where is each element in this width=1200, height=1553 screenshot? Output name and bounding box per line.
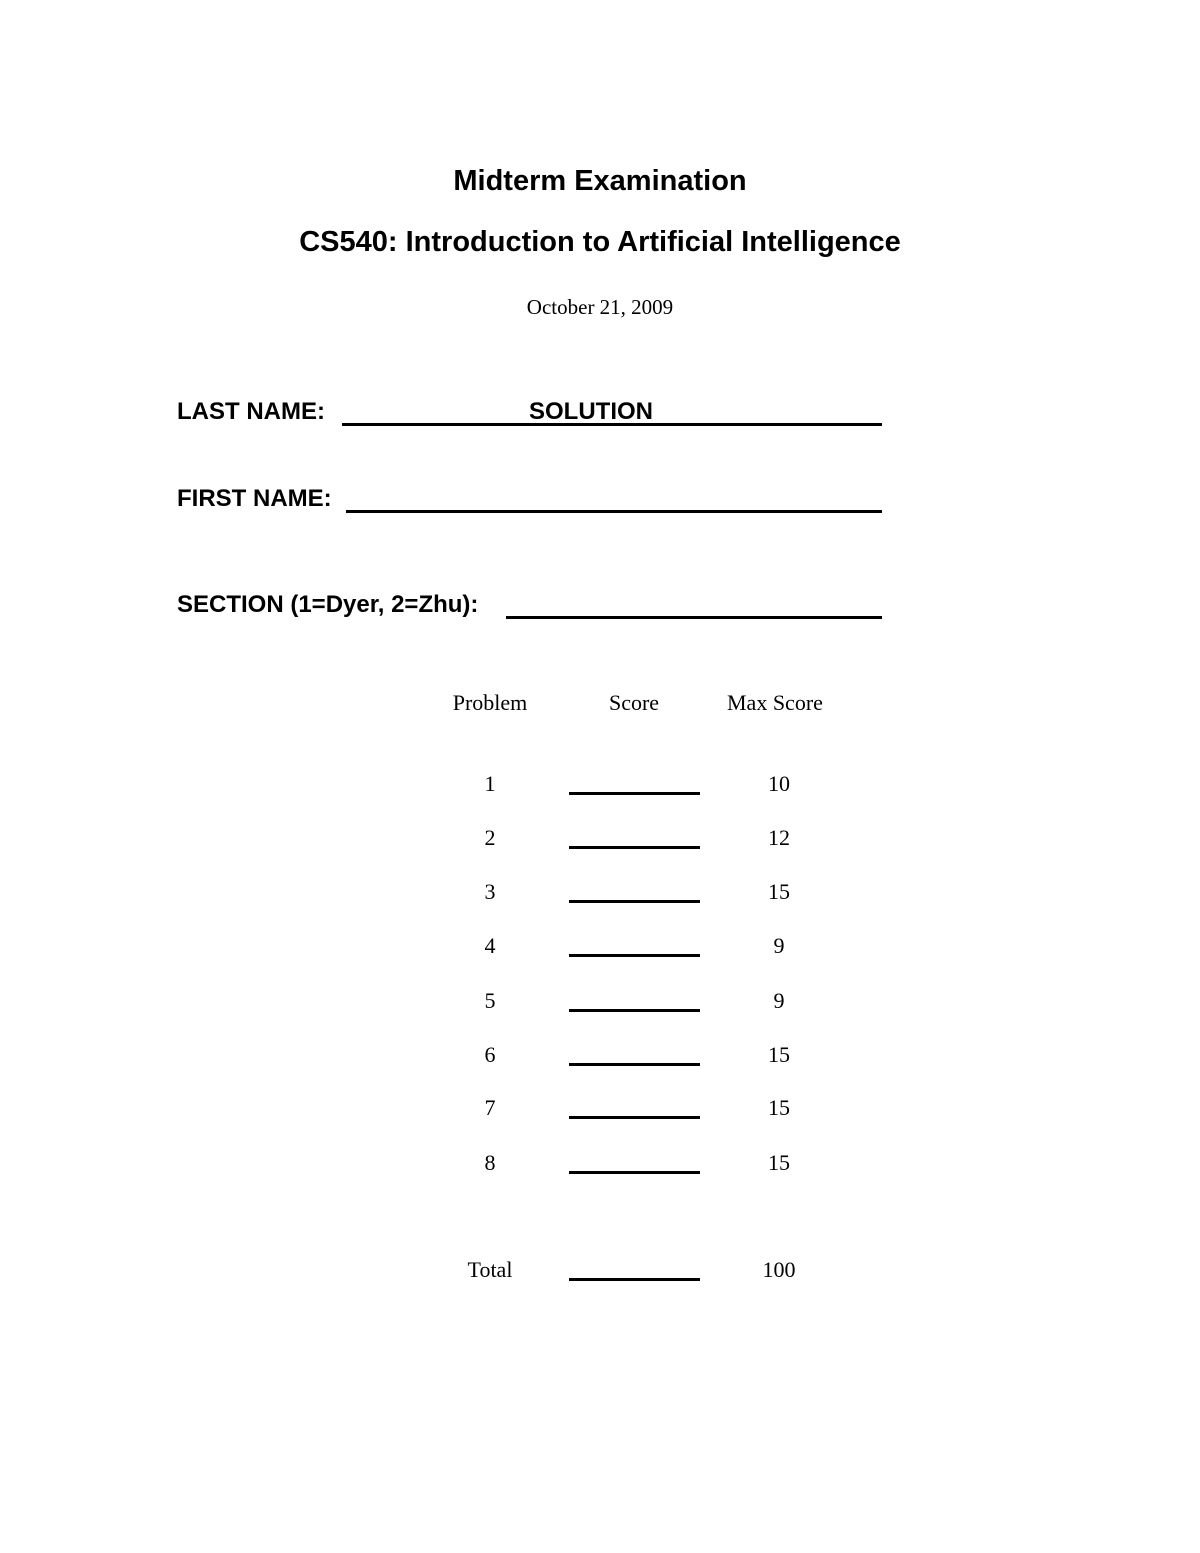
score-line[interactable] [569, 1171, 700, 1174]
header-problem: Problem [452, 690, 528, 715]
max-score: 9 [773, 988, 785, 1013]
problem-number: 5 [484, 988, 496, 1013]
problem-number: 2 [484, 825, 496, 850]
max-score: 10 [768, 771, 790, 796]
total-score-line[interactable] [569, 1278, 700, 1281]
max-score: 15 [768, 879, 790, 904]
total-max-score: 100 [762, 1257, 796, 1282]
exam-title: Midterm Examination [453, 165, 747, 197]
section-line[interactable] [506, 616, 882, 619]
course-title: CS540: Introduction to Artificial Intelligence [299, 226, 901, 258]
score-line[interactable] [569, 1116, 700, 1119]
max-score: 12 [768, 825, 790, 850]
problem-number: 7 [484, 1095, 496, 1120]
section-label: SECTION (1=Dyer, 2=Zhu): [177, 591, 479, 618]
last-name-value: SOLUTION [529, 398, 653, 425]
max-score: 15 [768, 1095, 790, 1120]
max-score: 15 [768, 1042, 790, 1067]
score-line[interactable] [569, 1009, 700, 1012]
header-max-score: Max Score [727, 690, 823, 715]
problem-number: 8 [484, 1150, 496, 1175]
exam-date: October 21, 2009 [526, 295, 674, 319]
score-line[interactable] [569, 792, 700, 795]
problem-number: 4 [484, 933, 496, 958]
first-name-label: FIRST NAME: [177, 485, 332, 512]
problem-number: 1 [484, 771, 496, 796]
score-line[interactable] [569, 1063, 700, 1066]
score-line[interactable] [569, 900, 700, 903]
header-score: Score [608, 690, 660, 715]
max-score: 9 [773, 933, 785, 958]
max-score: 15 [768, 1150, 790, 1175]
total-label: Total [467, 1257, 513, 1282]
problem-number: 3 [484, 879, 496, 904]
first-name-line[interactable] [346, 510, 882, 513]
last-name-label: LAST NAME: [177, 398, 325, 425]
problem-number: 6 [484, 1042, 496, 1067]
score-line[interactable] [569, 846, 700, 849]
score-line[interactable] [569, 954, 700, 957]
